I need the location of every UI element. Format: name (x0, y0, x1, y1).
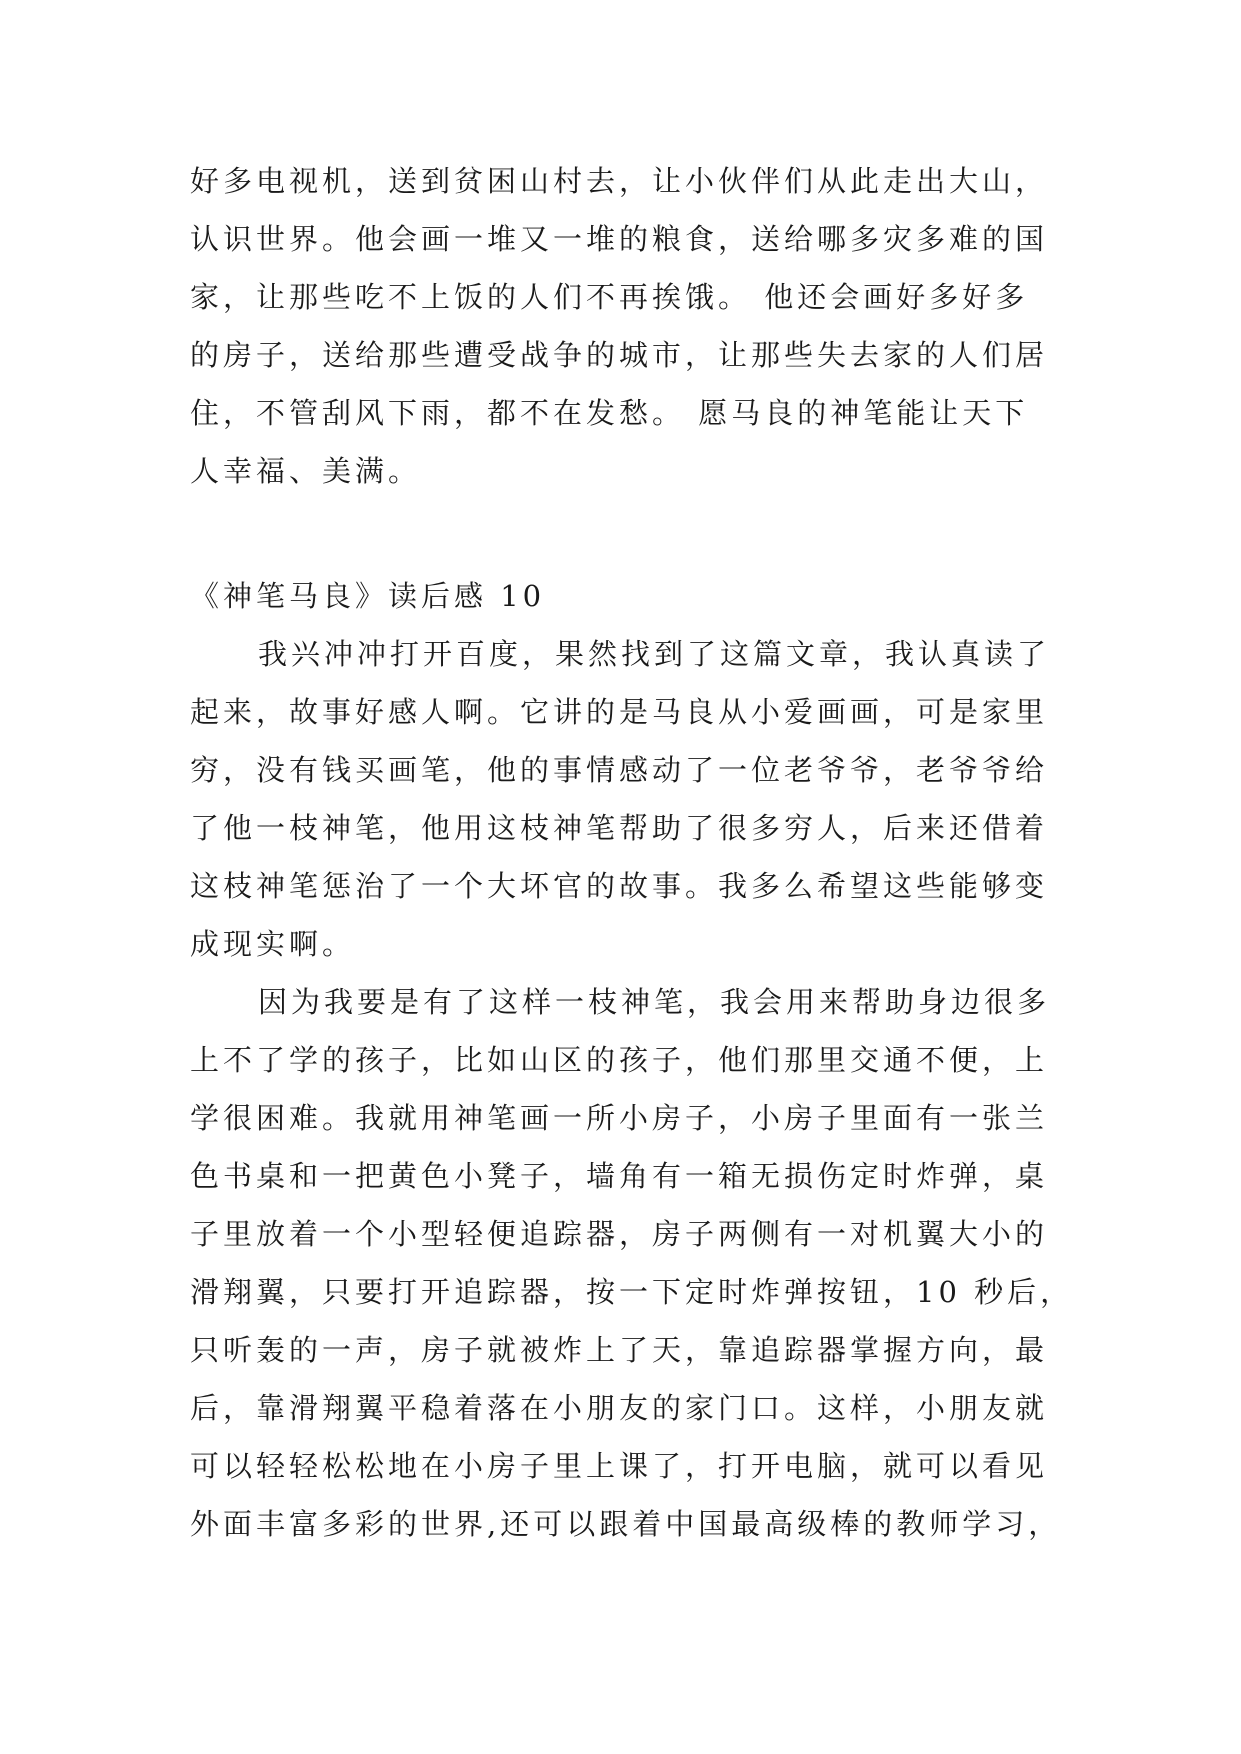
paragraph-1 (190, 625, 1062, 973)
paragraph-line: 子里放着一个小型轻便追踪器，房子两侧有一对机翼大小的 (190, 1217, 1049, 1251)
paragraph-line: 学很困难。我就用神笔画一所小房子，小房子里面有一张兰 (190, 1101, 1049, 1135)
paragraph-line: 我兴冲冲打开百度，果然找到了这篇文章，我认真读了 (258, 637, 1051, 671)
paragraph-line: 好多电视机，送到贫困山村去，让小伙伴们从此走出大山， (190, 164, 1049, 198)
continuation-paragraph (190, 152, 1062, 500)
paragraph-line: 色书桌和一把黄色小凳子，墙角有一箱无损伤定时炸弹，桌 (190, 1159, 1049, 1193)
paragraph-line: 的房子，送给那些遭受战争的城市，让那些失去家的人们居 (190, 338, 1049, 372)
paragraph-line: 可以轻轻松松地在小房子里上课了，打开电脑，就可以看见 (190, 1449, 1049, 1483)
paragraph-line: 起来，故事好感人啊。它讲的是马良从小爱画画，可是家里 (190, 695, 1049, 729)
paragraph-line: 因为我要是有了这样一枝神笔，我会用来帮助身边很多 (258, 985, 1051, 1019)
paragraph-line: 住，不管刮风下雨，都不在发愁。 愿马良的神笔能让天下 (190, 396, 1029, 430)
paragraph-line: 滑翔翼，只要打开追踪器，按一下定时炸弹按钮，10 秒后， (190, 1275, 1074, 1309)
paragraph-line: 外面丰富多彩的世界,还可以跟着中国最高级棒的教师学习， (190, 1507, 1062, 1541)
paragraph-line: 认识世界。他会画一堆又一堆的粮食，送给哪多灾多难的国 (190, 222, 1049, 256)
paragraph-line: 这枝神笔惩治了一个大坏官的故事。我多么希望这些能够变 (190, 869, 1049, 903)
paragraph-line: 上不了学的孩子，比如山区的孩子，他们那里交通不便，上 (190, 1043, 1049, 1077)
paragraph-line: 只听轰的一声，房子就被炸上了天，靠追踪器掌握方向，最 (190, 1333, 1049, 1367)
paragraph-2 (190, 973, 1074, 1553)
paragraph-line: 家，让那些吃不上饭的人们不再挨饿。 他还会画好多好多 (190, 280, 1029, 314)
section-title: 《神笔马良》读后感 10 (190, 579, 546, 613)
section-title-block (190, 567, 1062, 625)
paragraph-line: 人幸福、美满。 (190, 454, 422, 488)
paragraph-line: 后，靠滑翔翼平稳着落在小朋友的家门口。这样，小朋友就 (190, 1391, 1049, 1425)
paragraph-line: 穷，没有钱买画笔，他的事情感动了一位老爷爷，老爷爷给 (190, 753, 1049, 787)
paragraph-line: 了他一枝神笔，他用这枝神笔帮助了很多穷人，后来还借着 (190, 811, 1049, 845)
paragraph-line: 成现实啊。 (190, 927, 356, 961)
